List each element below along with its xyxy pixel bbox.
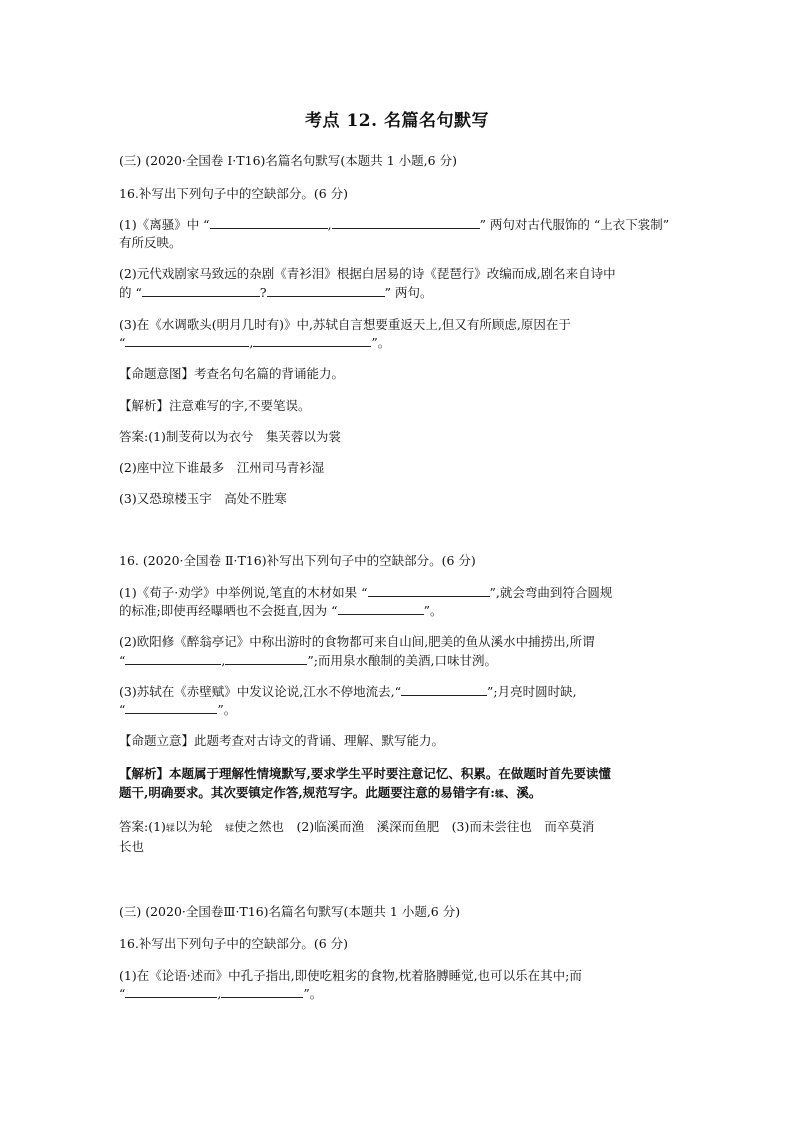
answer-blank (253, 333, 371, 347)
text: (1)《离骚》中 “ (119, 217, 210, 232)
s1-answer2: (2)座中泣下谁最多 江州司马青衫湿 (119, 460, 325, 475)
s1-q1-line2: 有所反映。 (119, 235, 182, 250)
error-char: 𫐓 (224, 824, 234, 834)
text: 的标准;即使再经曝晒也不会挺直,因为 “ (119, 603, 338, 618)
s2-answer-line2: 长也 (119, 839, 145, 854)
s1-answer1: 答案:(1)制芰荷以为衣兮 集芙蓉以为裳 (119, 429, 341, 444)
s2-q2-line2 (119, 651, 689, 670)
text: ” 两句。 (384, 285, 433, 300)
text: , (249, 335, 254, 350)
error-char: 𫐓 (165, 824, 175, 834)
answer-blank (125, 700, 217, 714)
text: , (217, 986, 222, 1001)
s2-q2-line1: (2)欧阳修《醉翁亭记》中称出游时的食物都可来自山间,肥美的鱼从溪水中捕捞出,所谓 (119, 634, 595, 649)
text: 答案:(1) (119, 819, 166, 834)
text: 的 “ (119, 285, 142, 300)
section1-question: 16.补写出下列句子中的空缺部分。(6 分) (119, 186, 349, 201)
s2-analysis-line2 (119, 783, 689, 805)
s2-intent (119, 731, 689, 750)
section3-header: (三) (2020·全国卷Ⅲ·T16)名篇名句默写(本题共 1 小题,6 分) (119, 904, 461, 919)
text: ”;月亮时圆时缺, (487, 684, 577, 699)
s1-q3-line2 (119, 333, 689, 352)
text: 以为轮 (174, 819, 225, 834)
text: ”。 (371, 335, 391, 350)
text: , (327, 217, 332, 232)
text: ? (259, 285, 267, 300)
text: “ (119, 986, 126, 1001)
s1-q2-line1: (2)元代戏剧家马致远的杂剧《青衫泪》根据白居易的诗《琵琶行》改编而成,剧名来自诗中 (119, 266, 616, 281)
s3-q1-line1: (1)在《论语·述而》中孔子指出,即使吃粗劣的食物,枕着胳膊睡觉,也可以乐在其中;而 (119, 968, 582, 983)
text: 注意难写的字,不要笔误。 (169, 398, 311, 413)
label: 【解析】 (119, 398, 170, 413)
s3-q1-line2 (119, 984, 689, 1003)
answer-blank (401, 682, 487, 696)
s2-q3-line1 (119, 682, 689, 701)
answer-blank (125, 984, 217, 998)
text: 此题考查对古诗文的背诵、理解、默写能力。 (194, 733, 445, 748)
label: 【命题意图】 (119, 366, 195, 381)
text: 使之然也 (2)临溪而渔 溪深而鱼肥 (3)而未尝往也 而卒莫消 (233, 819, 595, 834)
text: , (221, 653, 226, 668)
answer-blank (210, 215, 328, 229)
text: 、溪。 (503, 785, 542, 800)
text: “ (119, 335, 126, 350)
s1-q1-line1 (119, 215, 689, 234)
text: “ (119, 702, 126, 717)
section3-question: 16.补写出下列句子中的空缺部分。(6 分) (119, 936, 349, 951)
text: ”;而用泉水酿制的美酒,口味甘洌。 (307, 653, 497, 668)
answer-blank (221, 984, 303, 998)
text: 题干,明确要求。其次要镇定作答,规范写字。此题要注意的易错字有: (119, 785, 495, 800)
text: ” 两句对古代服饰的 “上衣下裳制” (479, 217, 670, 232)
section1-header: (三) (2020·全国卷 Ⅰ·T16)名篇名句默写(本题共 1 小题,6 分) (119, 153, 457, 168)
s2-q3-line2 (119, 700, 689, 719)
text: ”。 (303, 986, 323, 1001)
section2-header: 16. (2020·全国卷 Ⅱ·T16)补写出下列句子中的空缺部分。(6 分) (119, 553, 476, 568)
s2-q1-line1 (119, 583, 689, 602)
answer-blank (267, 283, 385, 297)
label: 【命题立意】 (119, 733, 195, 748)
answer-blank (125, 333, 249, 347)
text: ”。 (423, 603, 443, 618)
s1-intent (119, 364, 689, 383)
answer-blank (225, 651, 307, 665)
answer-blank (332, 215, 480, 229)
answer-blank (338, 601, 424, 615)
s2-answer-line1 (119, 817, 689, 839)
s2-analysis-line1: 【解析】本题属于理解性情境默写,要求学生平时要注意记忆、积累。在做题时首先要读懂 (119, 766, 611, 781)
s1-analysis (119, 396, 689, 415)
error-char: 𫐓 (494, 790, 504, 800)
text: 考查名句名篇的背诵能力。 (194, 366, 345, 381)
text: (1)《荀子·劝学》中举例说,笔直的木材如果 “ (119, 585, 368, 600)
text: “ (119, 653, 126, 668)
s1-q3-line1: (3)在《水调歌头(明月几时有)》中,苏轼自言想要重返天上,但又有所顾虑,原因在于 (119, 317, 571, 332)
s2-q1-line2 (119, 601, 689, 620)
answer-blank (125, 651, 221, 665)
text: (3)苏轼在《赤壁赋》中发议论说,江水不停地流去,“ (119, 684, 402, 699)
answer-blank (142, 283, 260, 297)
text: ”,就会弯曲到符合圆规 (489, 585, 613, 600)
answer-blank (368, 583, 490, 597)
page-title: 考点 12. 名篇名句默写 (305, 111, 489, 131)
s1-answer3: (3)又恐琼楼玉宇 高处不胜寒 (119, 491, 287, 506)
s1-q2-line2 (119, 283, 689, 302)
text: ”。 (217, 702, 237, 717)
